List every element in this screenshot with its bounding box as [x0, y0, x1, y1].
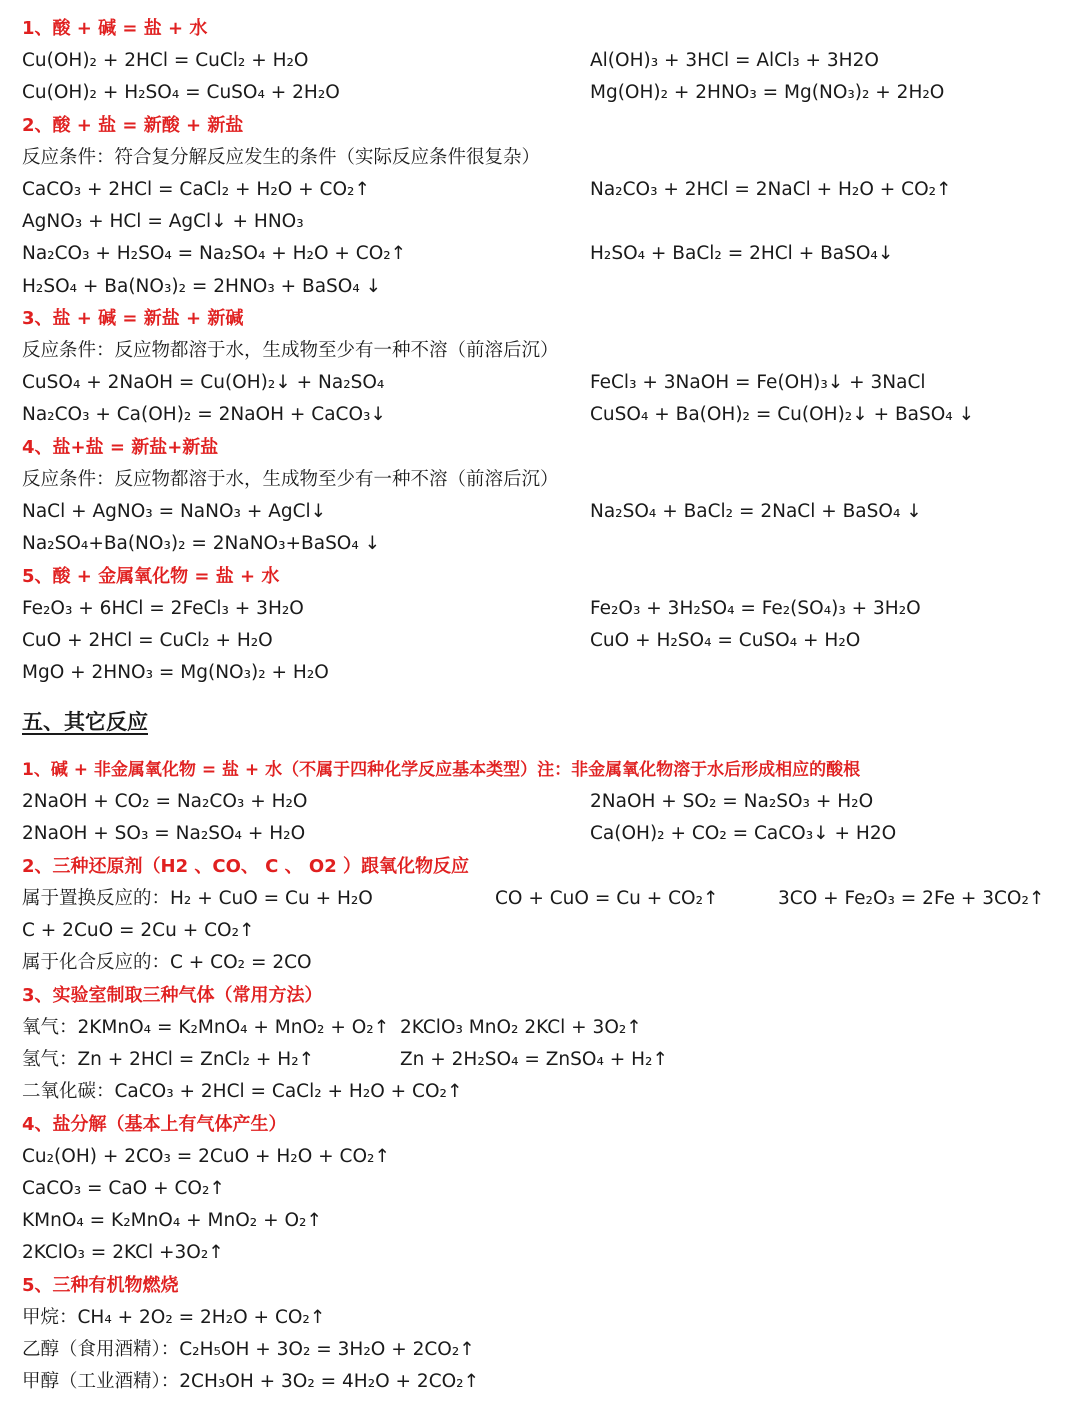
equation: CaCO₃ = CaO + CO₂↑ [22, 1178, 225, 1199]
equation: 2NaOH + SO₃ = Na₂SO₄ + H₂O [22, 823, 306, 844]
equation: 2NaOH + SO₂ = Na₂SO₃ + H₂O [590, 791, 874, 812]
section-heading-reducing-agents: 2、三种还原剂（H2 、CO、 C 、 O2 ）跟氧化物反应 [22, 856, 469, 877]
equation: H₂SO₄ + BaCl₂ = 2HCl + BaSO₄↓ [590, 243, 894, 264]
equation: Na₂CO₃ + 2HCl = 2NaCl + H₂O + CO₂↑ [590, 179, 952, 200]
equation: Cu(OH)₂ + 2HCl = CuCl₂ + H₂O [22, 50, 309, 71]
reaction-condition: 反应条件：反应物都溶于水，生成物至少有一种不溶（前溶后沉） [22, 340, 559, 361]
equation: 2NaOH + CO₂ = Na₂CO₃ + H₂O [22, 791, 308, 812]
equation: Fe₂O₃ + 6HCl = 2FeCl₃ + 3H₂O [22, 598, 304, 619]
equation: Na₂CO₃ + H₂SO₄ = Na₂SO₄ + H₂O + CO₂↑ [22, 243, 407, 264]
reaction-condition: 反应条件：符合复分解反应发生的条件（实际反应条件很复杂） [22, 147, 541, 168]
equation: CO + CuO = Cu + CO₂↑ [495, 888, 719, 909]
section-heading-acid-salt: 2、酸 + 盐 = 新酸 + 新盐 [22, 115, 244, 136]
equation: NaCl + AgNO₃ = NaNO₃ + AgCl↓ [22, 501, 327, 522]
part-title-other-reactions: 五、其它反应 [22, 710, 148, 734]
section-heading-salt-base: 3、盐 + 碱 = 新盐 + 新碱 [22, 308, 244, 329]
equation: Na₂CO₃ + Ca(OH)₂ = 2NaOH + CaCO₃↓ [22, 404, 386, 425]
equation: C + 2CuO = 2Cu + CO₂↑ [22, 920, 255, 941]
equation: Cu(OH)₂ + H₂SO₄ = CuSO₄ + 2H₂O [22, 82, 340, 103]
equation: 属于化合反应的：C + CO₂ = 2CO [22, 952, 312, 973]
equation-carbon-dioxide: 二氧化碳：CaCO₃ + 2HCl = CaCl₂ + H₂O + CO₂↑ [22, 1081, 463, 1102]
equation-hydrogen-h2so4: Zn + 2H₂SO₄ = ZnSO₄ + H₂↑ [400, 1049, 668, 1070]
section-heading-lab-gases: 3、实验室制取三种气体（常用方法） [22, 985, 323, 1006]
equation: 2KClO₃ = 2KCl +3O₂↑ [22, 1242, 224, 1263]
equation: AgNO₃ + HCl = AgCl↓ + HNO₃ [22, 211, 304, 232]
equation: FeCl₃ + 3NaOH = Fe(OH)₃↓ + 3NaCl [590, 372, 926, 393]
equation: CuO + 2HCl = CuCl₂ + H₂O [22, 630, 273, 651]
equation-hydrogen: 氢气：Zn + 2HCl = ZnCl₂ + H₂↑ [22, 1049, 315, 1070]
section-heading-salt-salt: 4、盐+盐 = 新盐+新盐 [22, 437, 219, 458]
equation: Al(OH)₃ + 3HCl = AlCl₃ + 3H2O [590, 50, 879, 71]
equation: Fe₂O₃ + 3H₂SO₄ = Fe₂(SO₄)₃ + 3H₂O [590, 598, 921, 619]
section-heading-acid-metal-oxide: 5、酸 + 金属氧化物 = 盐 + 水 [22, 566, 280, 587]
equation: CuO + H₂SO₄ = CuSO₄ + H₂O [590, 630, 861, 651]
equation: CuSO₄ + Ba(OH)₂ = Cu(OH)₂↓ + BaSO₄ ↓ [590, 404, 975, 425]
equation: 3CO + Fe₂O₃ = 2Fe + 3CO₂↑ [778, 888, 1045, 909]
section-heading-acid-base: 1、酸 + 碱 = 盐 + 水 [22, 18, 208, 39]
equation: CaCO₃ + 2HCl = CaCl₂ + H₂O + CO₂↑ [22, 179, 370, 200]
section-heading-organic-combustion: 5、三种有机物燃烧 [22, 1275, 179, 1296]
equation: Ca(OH)₂ + CO₂ = CaCO₃↓ + H2O [590, 823, 897, 844]
equation: 属于置换反应的：H₂ + CuO = Cu + H₂O [22, 888, 373, 909]
equation: Cu₂(OH) + 2CO₃ = 2CuO + H₂O + CO₂↑ [22, 1146, 390, 1167]
reaction-condition: 反应条件：反应物都溶于水，生成物至少有一种不溶（前溶后沉） [22, 469, 559, 490]
equation: MgO + 2HNO₃ = Mg(NO₃)₂ + H₂O [22, 662, 329, 683]
equation: Na₂SO₄+Ba(NO₃)₂ = 2NaNO₃+BaSO₄ ↓ [22, 533, 381, 554]
section-heading-salt-decomposition: 4、盐分解（基本上有气体产生） [22, 1114, 287, 1135]
equation: KMnO₄ = K₂MnO₄ + MnO₂ + O₂↑ [22, 1210, 322, 1231]
section-heading-base-nonmetal-oxide: 1、碱 + 非金属氧化物 = 盐 + 水（不属于四种化学反应基本类型）注：非金属氧化物溶于水后形成相应的酸根 [22, 760, 861, 780]
equation: H₂SO₄ + Ba(NO₃)₂ = 2HNO₃ + BaSO₄ ↓ [22, 276, 382, 297]
equation: Mg(OH)₂ + 2HNO₃ = Mg(NO₃)₂ + 2H₂O [590, 82, 945, 103]
equation: Na₂SO₄ + BaCl₂ = 2NaCl + BaSO₄ ↓ [590, 501, 922, 522]
equation-methanol: 甲醇（工业酒精）：2CH₃OH + 3O₂ = 4H₂O + 2CO₂↑ [22, 1371, 480, 1392]
equation-oxygen: 氧气：2KMnO₄ = K₂MnO₄ + MnO₂ + O₂↑ [22, 1017, 390, 1038]
equation-methane: 甲烷：CH₄ + 2O₂ = 2H₂O + CO₂↑ [22, 1307, 326, 1328]
equation-oxygen-kclo3: 2KClO₃ MnO₂ 2KCl + 3O₂↑ [400, 1017, 642, 1038]
equation-ethanol: 乙醇（食用酒精）：C₂H₅OH + 3O₂ = 3H₂O + 2CO₂↑ [22, 1339, 475, 1360]
equation: CuSO₄ + 2NaOH = Cu(OH)₂↓ + Na₂SO₄ [22, 372, 385, 393]
